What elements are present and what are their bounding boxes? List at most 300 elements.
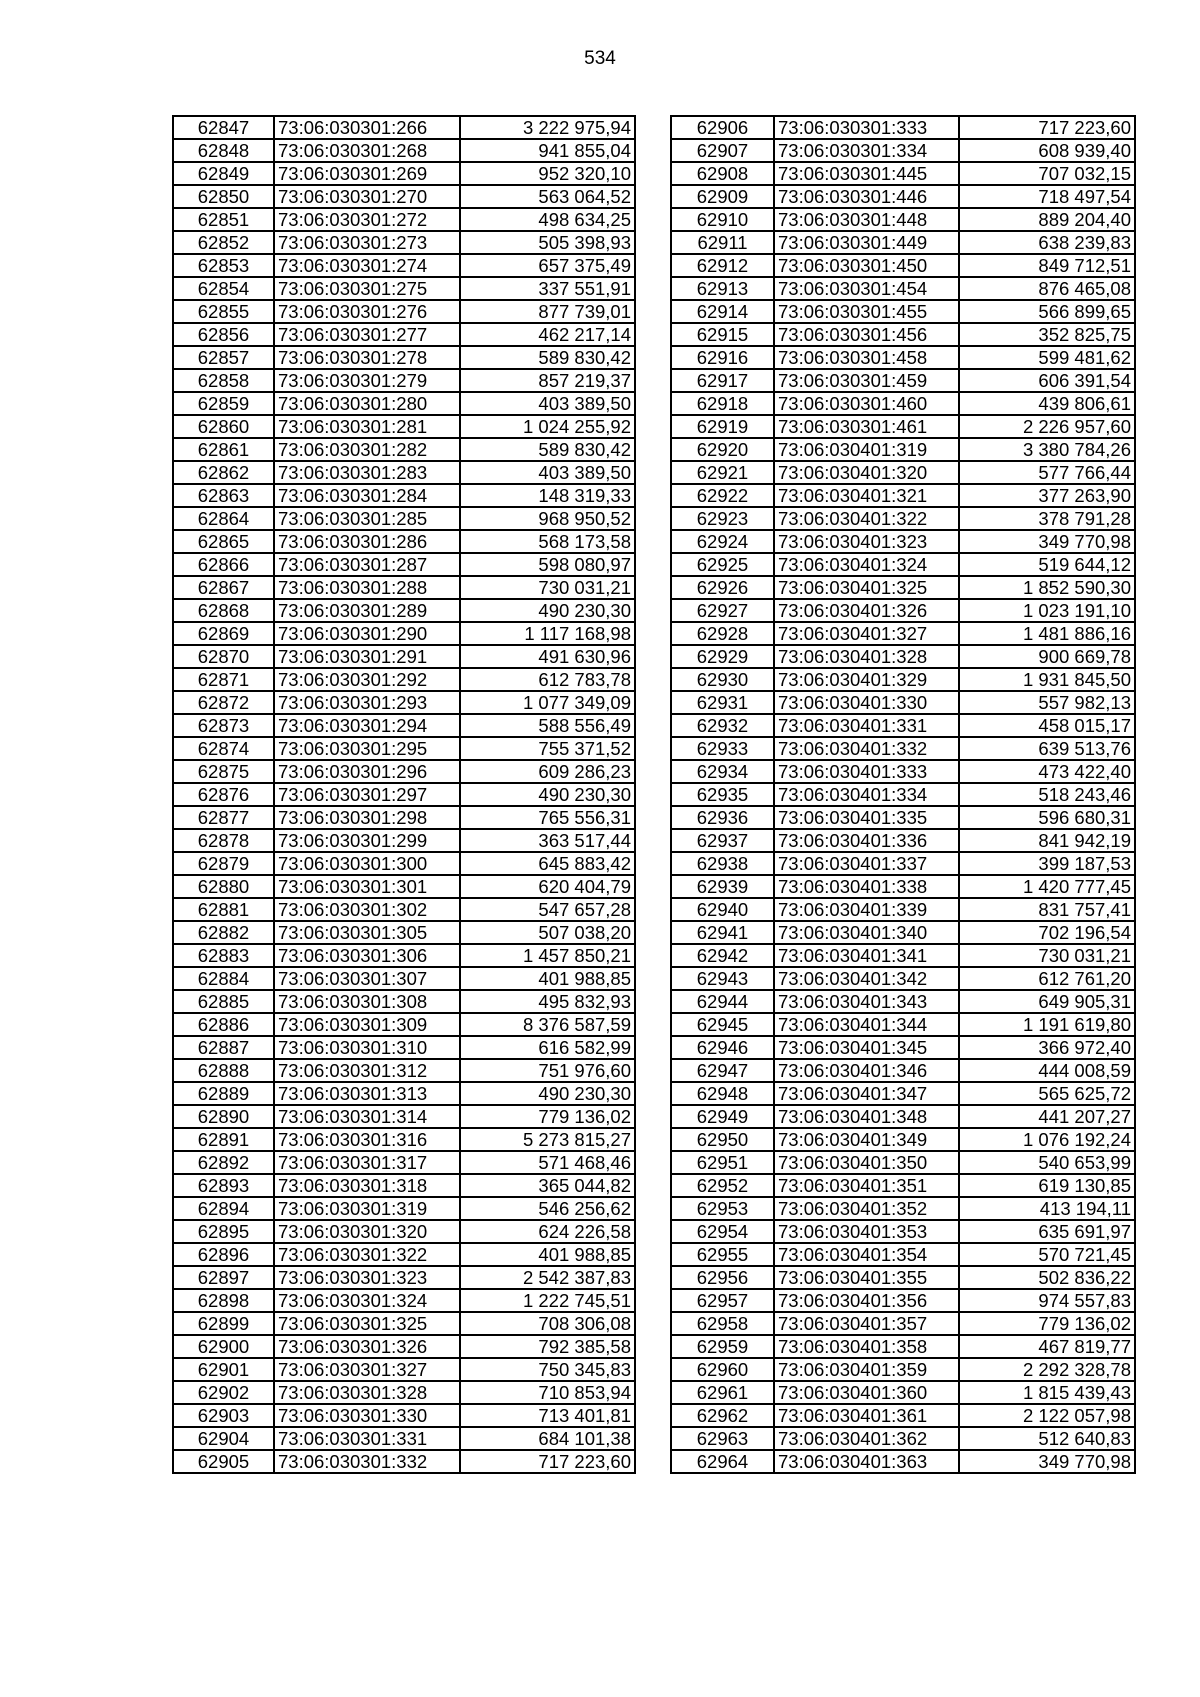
- row-number-cell: 62887: [173, 1036, 274, 1059]
- table-row: [671, 622, 1135, 645]
- cadastral-number-cell: 73:06:030401:355: [774, 1266, 959, 1289]
- row-number-cell: 62898: [173, 1289, 274, 1312]
- row-number-cell: 62877: [173, 806, 274, 829]
- cadastral-number-cell: 73:06:030301:292: [274, 668, 460, 691]
- row-number-cell: 62903: [173, 1404, 274, 1427]
- cadastral-number-cell: 73:06:030301:268: [274, 139, 460, 162]
- value-cell: 563 064,52: [460, 185, 635, 208]
- value-cell: 546 256,62: [460, 1197, 635, 1220]
- table-row: [671, 1358, 1135, 1381]
- value-cell: 3 380 784,26: [959, 438, 1135, 461]
- cadastral-number-cell: 73:06:030401:323: [774, 530, 959, 553]
- value-cell: 2 292 328,78: [959, 1358, 1135, 1381]
- row-number-cell: 62930: [671, 668, 774, 691]
- cadastral-number-cell: 73:06:030301:275: [274, 277, 460, 300]
- row-number-cell: 62901: [173, 1358, 274, 1381]
- table-row: [671, 1289, 1135, 1312]
- table-row: [173, 1335, 635, 1358]
- row-number-cell: 62868: [173, 599, 274, 622]
- row-number-cell: 62857: [173, 346, 274, 369]
- value-cell: 566 899,65: [959, 300, 1135, 323]
- row-number-cell: 62850: [173, 185, 274, 208]
- cadastral-number-cell: 73:06:030301:302: [274, 898, 460, 921]
- table-row: [671, 691, 1135, 714]
- table-row: [173, 392, 635, 415]
- cadastral-number-cell: 73:06:030401:336: [774, 829, 959, 852]
- value-cell: 349 770,98: [959, 1450, 1135, 1473]
- table-row: [173, 990, 635, 1013]
- cadastral-number-cell: 73:06:030401:329: [774, 668, 959, 691]
- row-number-cell: 62876: [173, 783, 274, 806]
- row-number-cell: 62927: [671, 599, 774, 622]
- row-number-cell: 62951: [671, 1151, 774, 1174]
- row-number-cell: 62954: [671, 1220, 774, 1243]
- value-cell: 707 032,15: [959, 162, 1135, 185]
- row-number-cell: 62923: [671, 507, 774, 530]
- cadastral-number-cell: 73:06:030301:325: [274, 1312, 460, 1335]
- row-number-cell: 62959: [671, 1335, 774, 1358]
- row-number-cell: 62863: [173, 484, 274, 507]
- value-cell: 598 080,97: [460, 553, 635, 576]
- table-row: [671, 944, 1135, 967]
- row-number-cell: 62906: [671, 116, 774, 139]
- table-row: [173, 300, 635, 323]
- cadastral-number-cell: 73:06:030301:330: [274, 1404, 460, 1427]
- cadastral-number-cell: 73:06:030301:312: [274, 1059, 460, 1082]
- table-row: [671, 668, 1135, 691]
- row-number-cell: 62944: [671, 990, 774, 1013]
- cadastral-number-cell: 73:06:030301:445: [774, 162, 959, 185]
- value-cell: 547 657,28: [460, 898, 635, 921]
- row-number-cell: 62891: [173, 1128, 274, 1151]
- table-row: [671, 116, 1135, 139]
- row-number-cell: 62925: [671, 553, 774, 576]
- table-row: [173, 162, 635, 185]
- row-number-cell: 62881: [173, 898, 274, 921]
- row-number-cell: 62872: [173, 691, 274, 714]
- table-row: [173, 415, 635, 438]
- table-row: [173, 1427, 635, 1450]
- table-row: [671, 1266, 1135, 1289]
- cadastral-number-cell: 73:06:030401:357: [774, 1312, 959, 1335]
- value-cell: 377 263,90: [959, 484, 1135, 507]
- row-number-cell: 62856: [173, 323, 274, 346]
- table-row: [173, 944, 635, 967]
- row-number-cell: 62933: [671, 737, 774, 760]
- table-row: [173, 507, 635, 530]
- value-cell: 612 783,78: [460, 668, 635, 691]
- cadastral-number-cell: 73:06:030401:356: [774, 1289, 959, 1312]
- value-cell: 608 939,40: [959, 139, 1135, 162]
- table-row: [173, 622, 635, 645]
- table-row: [173, 852, 635, 875]
- row-number-cell: 62962: [671, 1404, 774, 1427]
- value-cell: 589 830,42: [460, 346, 635, 369]
- row-number-cell: 62859: [173, 392, 274, 415]
- cadastral-number-cell: 73:06:030401:348: [774, 1105, 959, 1128]
- cadastral-number-cell: 73:06:030401:346: [774, 1059, 959, 1082]
- value-cell: 571 468,46: [460, 1151, 635, 1174]
- table-row: [671, 231, 1135, 254]
- value-cell: 599 481,62: [959, 346, 1135, 369]
- table-row: [671, 806, 1135, 829]
- table-row: [173, 576, 635, 599]
- cadastral-number-cell: 73:06:030301:274: [274, 254, 460, 277]
- cadastral-number-cell: 73:06:030301:298: [274, 806, 460, 829]
- cadastral-number-cell: 73:06:030301:299: [274, 829, 460, 852]
- cadastral-number-cell: 73:06:030301:456: [774, 323, 959, 346]
- row-number-cell: 62890: [173, 1105, 274, 1128]
- row-number-cell: 62849: [173, 162, 274, 185]
- cadastral-number-cell: 73:06:030301:291: [274, 645, 460, 668]
- cadastral-number-cell: 73:06:030401:350: [774, 1151, 959, 1174]
- row-number-cell: 62878: [173, 829, 274, 852]
- table-row: [173, 1013, 635, 1036]
- value-cell: 490 230,30: [460, 1082, 635, 1105]
- cadastral-number-cell: 73:06:030301:296: [274, 760, 460, 783]
- value-cell: 717 223,60: [460, 1450, 635, 1473]
- cadastral-number-cell: 73:06:030301:276: [274, 300, 460, 323]
- value-cell: 490 230,30: [460, 783, 635, 806]
- row-number-cell: 62929: [671, 645, 774, 668]
- cadastral-number-cell: 73:06:030301:295: [274, 737, 460, 760]
- cadastral-number-cell: 73:06:030401:349: [774, 1128, 959, 1151]
- row-number-cell: 62907: [671, 139, 774, 162]
- value-cell: 2 542 387,83: [460, 1266, 635, 1289]
- value-cell: 849 712,51: [959, 254, 1135, 277]
- table-row: [671, 1013, 1135, 1036]
- value-cell: 401 988,85: [460, 967, 635, 990]
- value-cell: 473 422,40: [959, 760, 1135, 783]
- table-row: [173, 484, 635, 507]
- row-number-cell: 62911: [671, 231, 774, 254]
- row-number-cell: 62892: [173, 1151, 274, 1174]
- row-number-cell: 62902: [173, 1381, 274, 1404]
- value-cell: 639 513,76: [959, 737, 1135, 760]
- table-row: [671, 392, 1135, 415]
- cadastral-number-cell: 73:06:030401:333: [774, 760, 959, 783]
- cadastral-number-cell: 73:06:030301:450: [774, 254, 959, 277]
- value-cell: 519 644,12: [959, 553, 1135, 576]
- row-number-cell: 62936: [671, 806, 774, 829]
- row-number-cell: 62909: [671, 185, 774, 208]
- cadastral-number-cell: 73:06:030301:449: [774, 231, 959, 254]
- cadastral-number-cell: 73:06:030401:326: [774, 599, 959, 622]
- value-cell: 779 136,02: [460, 1105, 635, 1128]
- row-number-cell: 62869: [173, 622, 274, 645]
- cadastral-number-cell: 73:06:030301:324: [274, 1289, 460, 1312]
- value-cell: 645 883,42: [460, 852, 635, 875]
- cadastral-number-cell: 73:06:030301:305: [274, 921, 460, 944]
- value-cell: 638 239,83: [959, 231, 1135, 254]
- table-row: [671, 1036, 1135, 1059]
- table-row: [173, 1197, 635, 1220]
- table-row: [173, 599, 635, 622]
- value-cell: 518 243,46: [959, 783, 1135, 806]
- table-row: [671, 162, 1135, 185]
- cadastral-number-cell: 73:06:030401:342: [774, 967, 959, 990]
- cadastral-number-cell: 73:06:030301:300: [274, 852, 460, 875]
- value-cell: 900 669,78: [959, 645, 1135, 668]
- cadastral-number-cell: 73:06:030301:293: [274, 691, 460, 714]
- value-cell: 589 830,42: [460, 438, 635, 461]
- cadastral-number-cell: 73:06:030301:334: [774, 139, 959, 162]
- table-row: [671, 1312, 1135, 1335]
- value-cell: 708 306,08: [460, 1312, 635, 1335]
- cadastral-number-cell: 73:06:030301:326: [274, 1335, 460, 1358]
- value-cell: 441 207,27: [959, 1105, 1135, 1128]
- page-number: 534: [584, 48, 616, 69]
- table-row: [671, 875, 1135, 898]
- value-cell: 1 481 886,16: [959, 622, 1135, 645]
- value-cell: 612 761,20: [959, 967, 1135, 990]
- table-row: [173, 438, 635, 461]
- value-cell: 378 791,28: [959, 507, 1135, 530]
- table-row: [173, 806, 635, 829]
- row-number-cell: 62908: [671, 162, 774, 185]
- table-row: [671, 852, 1135, 875]
- cadastral-number-cell: 73:06:030301:331: [274, 1427, 460, 1450]
- cadastral-number-cell: 73:06:030301:317: [274, 1151, 460, 1174]
- row-number-cell: 62851: [173, 208, 274, 231]
- row-number-cell: 62914: [671, 300, 774, 323]
- cadastral-number-cell: 73:06:030301:316: [274, 1128, 460, 1151]
- table-row: [671, 208, 1135, 231]
- value-cell: 1 222 745,51: [460, 1289, 635, 1312]
- row-number-cell: 62960: [671, 1358, 774, 1381]
- value-cell: 148 319,33: [460, 484, 635, 507]
- value-cell: 498 634,25: [460, 208, 635, 231]
- row-number-cell: 62918: [671, 392, 774, 415]
- cadastral-number-cell: 73:06:030401:319: [774, 438, 959, 461]
- value-cell: 779 136,02: [959, 1312, 1135, 1335]
- row-number-cell: 62871: [173, 668, 274, 691]
- cadastral-number-cell: 73:06:030301:327: [274, 1358, 460, 1381]
- table-row: [671, 1450, 1135, 1473]
- value-cell: 337 551,91: [460, 277, 635, 300]
- row-number-cell: 62920: [671, 438, 774, 461]
- row-number-cell: 62855: [173, 300, 274, 323]
- value-cell: 467 819,77: [959, 1335, 1135, 1358]
- table-row: [173, 369, 635, 392]
- value-cell: 363 517,44: [460, 829, 635, 852]
- row-number-cell: 62917: [671, 369, 774, 392]
- value-cell: 495 832,93: [460, 990, 635, 1013]
- row-number-cell: 62870: [173, 645, 274, 668]
- table-row: [173, 737, 635, 760]
- cadastral-number-cell: 73:06:030301:309: [274, 1013, 460, 1036]
- value-cell: 751 976,60: [460, 1059, 635, 1082]
- value-cell: 606 391,54: [959, 369, 1135, 392]
- row-number-cell: 62913: [671, 277, 774, 300]
- cadastral-number-cell: 73:06:030401:334: [774, 783, 959, 806]
- table-row: [173, 1036, 635, 1059]
- value-cell: 765 556,31: [460, 806, 635, 829]
- row-number-cell: 62935: [671, 783, 774, 806]
- row-number-cell: 62950: [671, 1128, 774, 1151]
- row-number-cell: 62866: [173, 553, 274, 576]
- table-row: [173, 254, 635, 277]
- row-number-cell: 62885: [173, 990, 274, 1013]
- value-cell: 502 836,22: [959, 1266, 1135, 1289]
- row-number-cell: 62947: [671, 1059, 774, 1082]
- cadastral-number-cell: 73:06:030401:322: [774, 507, 959, 530]
- table-row: [671, 898, 1135, 921]
- row-number-cell: 62926: [671, 576, 774, 599]
- row-number-cell: 62884: [173, 967, 274, 990]
- table-row: [173, 1243, 635, 1266]
- cadastral-number-cell: 73:06:030401:325: [774, 576, 959, 599]
- table-row: [173, 530, 635, 553]
- cadastral-number-cell: 73:06:030401:358: [774, 1335, 959, 1358]
- row-number-cell: 62940: [671, 898, 774, 921]
- table-row: [671, 254, 1135, 277]
- cadastral-number-cell: 73:06:030301:306: [274, 944, 460, 967]
- value-cell: 876 465,08: [959, 277, 1135, 300]
- table-row: [671, 530, 1135, 553]
- row-number-cell: 62953: [671, 1197, 774, 1220]
- row-number-cell: 62896: [173, 1243, 274, 1266]
- table-row: [173, 1358, 635, 1381]
- value-cell: 952 320,10: [460, 162, 635, 185]
- table-row: [173, 323, 635, 346]
- row-number-cell: 62847: [173, 116, 274, 139]
- table-row: [173, 139, 635, 162]
- row-number-cell: 62882: [173, 921, 274, 944]
- row-number-cell: 62946: [671, 1036, 774, 1059]
- cadastral-number-cell: 73:06:030401:324: [774, 553, 959, 576]
- table-row: [173, 645, 635, 668]
- table-row: [173, 1381, 635, 1404]
- row-number-cell: 62943: [671, 967, 774, 990]
- row-number-cell: 62897: [173, 1266, 274, 1289]
- value-cell: 596 680,31: [959, 806, 1135, 829]
- cadastral-number-cell: 73:06:030401:341: [774, 944, 959, 967]
- cadastral-number-cell: 73:06:030301:273: [274, 231, 460, 254]
- cadastral-number-cell: 73:06:030301:297: [274, 783, 460, 806]
- cadastral-number-cell: 73:06:030401:363: [774, 1450, 959, 1473]
- table-row: [173, 875, 635, 898]
- row-number-cell: 62880: [173, 875, 274, 898]
- value-cell: 730 031,21: [959, 944, 1135, 967]
- cadastral-number-cell: 73:06:030401:347: [774, 1082, 959, 1105]
- table-row: [173, 461, 635, 484]
- row-number-cell: 62938: [671, 852, 774, 875]
- table-row: [671, 1404, 1135, 1427]
- value-cell: 713 401,81: [460, 1404, 635, 1427]
- value-cell: 8 376 587,59: [460, 1013, 635, 1036]
- value-cell: 444 008,59: [959, 1059, 1135, 1082]
- value-cell: 620 404,79: [460, 875, 635, 898]
- value-cell: 565 625,72: [959, 1082, 1135, 1105]
- cadastral-number-cell: 73:06:030301:281: [274, 415, 460, 438]
- row-number-cell: 62949: [671, 1105, 774, 1128]
- row-number-cell: 62932: [671, 714, 774, 737]
- table-row: [173, 116, 635, 139]
- row-number-cell: 62961: [671, 1381, 774, 1404]
- cadastral-number-cell: 73:06:030301:460: [774, 392, 959, 415]
- row-number-cell: 62921: [671, 461, 774, 484]
- row-number-cell: 62934: [671, 760, 774, 783]
- table-row: [173, 898, 635, 921]
- value-cell: 1 457 850,21: [460, 944, 635, 967]
- row-number-cell: 62894: [173, 1197, 274, 1220]
- row-number-cell: 62860: [173, 415, 274, 438]
- cadastral-number-cell: 73:06:030301:332: [274, 1450, 460, 1473]
- cadastral-number-cell: 73:06:030401:340: [774, 921, 959, 944]
- value-cell: 1 815 439,43: [959, 1381, 1135, 1404]
- row-number-cell: 62895: [173, 1220, 274, 1243]
- table-row: [173, 760, 635, 783]
- value-cell: 399 187,53: [959, 852, 1135, 875]
- cadastral-number-cell: 73:06:030301:319: [274, 1197, 460, 1220]
- register-table-left: [172, 115, 636, 1474]
- table-row: [173, 829, 635, 852]
- cadastral-number-cell: 73:06:030301:289: [274, 599, 460, 622]
- table-row: [671, 369, 1135, 392]
- value-cell: 1 852 590,30: [959, 576, 1135, 599]
- value-cell: 349 770,98: [959, 530, 1135, 553]
- value-cell: 649 905,31: [959, 990, 1135, 1013]
- table-row: [671, 1151, 1135, 1174]
- value-cell: 2 226 957,60: [959, 415, 1135, 438]
- row-number-cell: 62858: [173, 369, 274, 392]
- table-row: [671, 760, 1135, 783]
- value-cell: 717 223,60: [959, 116, 1135, 139]
- cadastral-number-cell: 73:06:030401:335: [774, 806, 959, 829]
- cadastral-number-cell: 73:06:030301:459: [774, 369, 959, 392]
- table-row: [173, 1082, 635, 1105]
- cadastral-number-cell: 73:06:030301:285: [274, 507, 460, 530]
- row-number-cell: 62873: [173, 714, 274, 737]
- row-number-cell: 62875: [173, 760, 274, 783]
- table-row: [671, 1082, 1135, 1105]
- row-number-cell: 62874: [173, 737, 274, 760]
- cadastral-number-cell: 73:06:030301:446: [774, 185, 959, 208]
- value-cell: 570 721,45: [959, 1243, 1135, 1266]
- cadastral-number-cell: 73:06:030301:454: [774, 277, 959, 300]
- cadastral-number-cell: 73:06:030401:338: [774, 875, 959, 898]
- cadastral-number-cell: 73:06:030301:294: [274, 714, 460, 737]
- table-row: [173, 1266, 635, 1289]
- row-number-cell: 62848: [173, 139, 274, 162]
- value-cell: 624 226,58: [460, 1220, 635, 1243]
- cadastral-number-cell: 73:06:030301:313: [274, 1082, 460, 1105]
- row-number-cell: 62893: [173, 1174, 274, 1197]
- cadastral-number-cell: 73:06:030301:318: [274, 1174, 460, 1197]
- table-row: [671, 185, 1135, 208]
- cadastral-number-cell: 73:06:030401:353: [774, 1220, 959, 1243]
- value-cell: 702 196,54: [959, 921, 1135, 944]
- cadastral-number-cell: 73:06:030401:344: [774, 1013, 959, 1036]
- cadastral-number-cell: 73:06:030401:343: [774, 990, 959, 1013]
- cadastral-number-cell: 73:06:030301:322: [274, 1243, 460, 1266]
- row-number-cell: 62945: [671, 1013, 774, 1036]
- table-row: [671, 553, 1135, 576]
- value-cell: 557 982,13: [959, 691, 1135, 714]
- row-number-cell: 62867: [173, 576, 274, 599]
- value-cell: 1 117 168,98: [460, 622, 635, 645]
- cadastral-number-cell: 73:06:030301:272: [274, 208, 460, 231]
- table-row: [671, 645, 1135, 668]
- table-row: [671, 829, 1135, 852]
- row-number-cell: 62852: [173, 231, 274, 254]
- row-number-cell: 62853: [173, 254, 274, 277]
- cadastral-number-cell: 73:06:030401:331: [774, 714, 959, 737]
- row-number-cell: 62957: [671, 1289, 774, 1312]
- row-number-cell: 62952: [671, 1174, 774, 1197]
- row-number-cell: 62888: [173, 1059, 274, 1082]
